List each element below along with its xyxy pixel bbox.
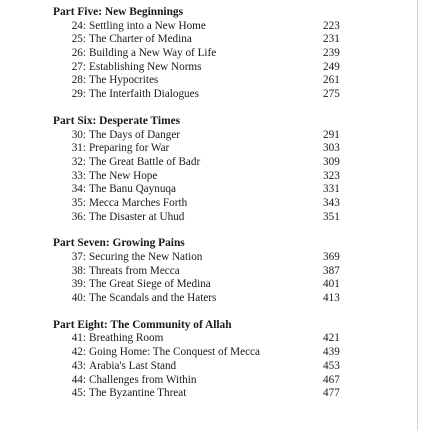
toc-entry — [53, 142, 353, 156]
page-number: 343 — [323, 196, 340, 209]
chapter-number: 28: — [71, 74, 86, 87]
page-number: 239 — [323, 47, 340, 60]
toc-entry — [53, 170, 353, 184]
chapter-number: 45: — [71, 387, 86, 400]
chapter-number: 30: — [71, 128, 86, 141]
chapter-number: 34: — [71, 183, 86, 196]
chapter-title: The Days of Danger — [89, 128, 181, 141]
toc-entry — [53, 20, 353, 34]
chapter-number: 26: — [71, 47, 86, 60]
page-number: 331 — [323, 183, 340, 196]
page-number: 249 — [323, 60, 340, 73]
page-number: 223 — [323, 19, 340, 32]
chapter-title: Arabia's Last Stand — [89, 359, 177, 372]
toc-entry — [53, 387, 353, 401]
toc-entry — [53, 88, 353, 102]
page-number: 323 — [323, 169, 340, 182]
chapter-title: The Great Battle of Badr — [89, 155, 201, 168]
chapter-number: 32: — [71, 155, 86, 168]
page-number: 467 — [323, 373, 340, 386]
toc-entry — [53, 278, 353, 292]
toc-entry — [53, 183, 353, 197]
page-number: 439 — [323, 346, 340, 359]
chapter-title: Securing the New Nation — [89, 251, 203, 263]
chapter-title: Mecca Marches Forth — [89, 196, 188, 209]
chapter-number: 44: — [71, 373, 86, 386]
chapter-title: The Disaster at Uhud — [89, 210, 185, 223]
part-heading: Part Seven: Growing Pains — [53, 237, 185, 250]
toc-entry — [53, 74, 353, 88]
page-number: 387 — [323, 264, 340, 277]
chapter-number: 42: — [71, 346, 86, 359]
chapter-number: 36: — [71, 210, 86, 223]
chapter-title: The Great Siege of Medina — [89, 278, 211, 291]
toc-entry — [53, 156, 353, 170]
page-number: 309 — [323, 155, 340, 168]
toc-entry — [53, 251, 353, 265]
toc-entry — [53, 61, 353, 75]
part-heading: Part Five: New Beginnings — [53, 6, 184, 18]
page-number: 413 — [323, 292, 340, 305]
toc-entry — [53, 211, 353, 225]
toc-entry — [53, 197, 353, 211]
chapter-number: 29: — [71, 88, 86, 101]
chapter-number: 37: — [71, 251, 86, 263]
page-number: 261 — [323, 74, 340, 87]
chapter-title: The Hypocrites — [89, 74, 159, 87]
toc-part — [53, 115, 353, 225]
chapter-number: 24: — [71, 19, 86, 32]
chapter-title: The Banu Qaynuqa — [89, 183, 176, 196]
chapter-title: The New Hope — [89, 169, 158, 182]
toc-entry — [53, 47, 353, 61]
page-number: 351 — [323, 210, 340, 223]
chapter-title: The Interfaith Dialogues — [89, 88, 199, 101]
chapter-number: 41: — [71, 332, 86, 345]
part-heading: Part Eight: The Community of Allah — [53, 318, 232, 331]
chapter-title: Challenges from Within — [89, 373, 197, 386]
chapter-title: Preparing for War — [89, 142, 170, 155]
toc-part — [53, 6, 353, 102]
chapter-title: Settling into a New Home — [89, 19, 206, 32]
toc-entry — [53, 265, 353, 279]
page-number: 231 — [323, 33, 340, 46]
table-of-contents — [53, 6, 353, 414]
chapter-number: 33: — [71, 169, 86, 182]
page-number: 401 — [323, 278, 340, 291]
toc-part — [53, 237, 353, 305]
chapter-title: Building a New Way of Life — [89, 47, 217, 60]
toc-entry — [53, 360, 353, 374]
page-number: 453 — [323, 359, 340, 372]
chapter-title: Breathing Room — [89, 332, 164, 345]
toc-entry — [53, 292, 353, 306]
page-number: 369 — [323, 251, 340, 263]
chapter-number: 25: — [71, 33, 86, 46]
toc-entry — [53, 33, 353, 47]
toc-entry — [53, 332, 353, 346]
toc-entry — [53, 346, 353, 360]
page-number: 477 — [323, 387, 340, 400]
chapter-number: 31: — [71, 142, 86, 155]
chapter-title: The Scandals and the Haters — [89, 292, 217, 305]
page-number: 421 — [323, 332, 340, 345]
chapter-number: 40: — [71, 292, 86, 305]
page-number: 275 — [323, 88, 340, 101]
page-number: 291 — [323, 128, 340, 141]
toc-entry — [53, 129, 353, 143]
chapter-title: Establishing New Norms — [89, 60, 202, 73]
chapter-number: 39: — [71, 278, 86, 291]
chapter-number: 35: — [71, 196, 86, 209]
chapter-title: Threats from Mecca — [89, 264, 180, 277]
chapter-number: 43: — [71, 359, 86, 372]
part-heading: Part Six: Desperate Times — [53, 114, 181, 127]
chapter-title: Going Home: The Conquest of Mecca — [89, 346, 260, 359]
toc-entry — [53, 374, 353, 388]
chapter-title: The Charter of Medina — [89, 33, 192, 46]
chapter-title: The Byzantine Threat — [89, 387, 187, 400]
chapter-number: 27: — [71, 60, 86, 73]
page-number: 303 — [323, 142, 340, 155]
chapter-number: 38: — [71, 264, 86, 277]
toc-part — [53, 319, 353, 401]
